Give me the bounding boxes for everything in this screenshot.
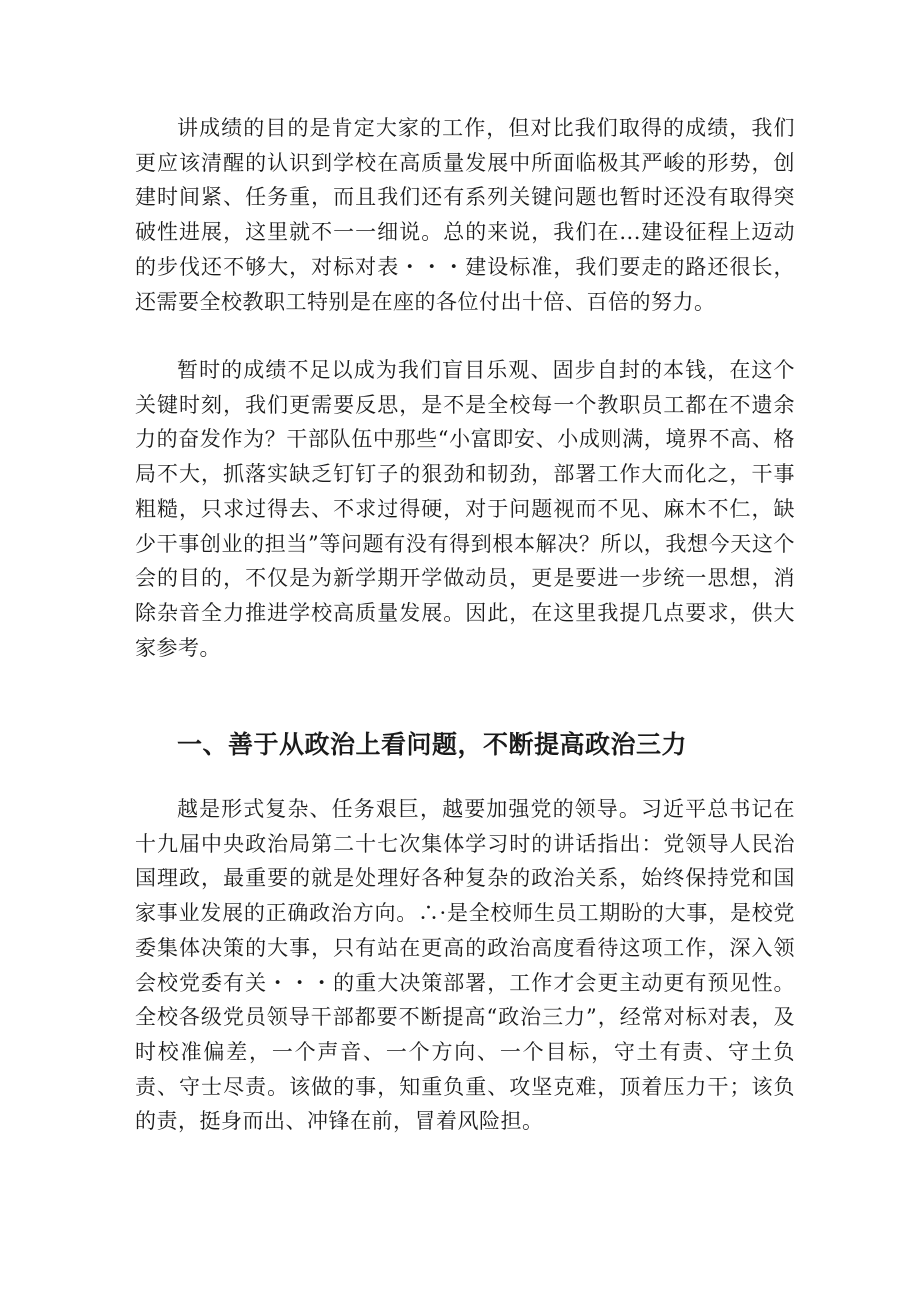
section-body-paragraph: 越是形式复杂、任务艰巨，越要加强党的领导。习近平总书记在十九届中央政治局第二十七次集体学习时的讲话指出：党领导人民治国理政，最重要的就是处理好各种复杂的政治关系，始终保持党和国家事业发展的正确政治方向。∴·是全校师生员工期盼的大事，是校党委集体决策的大事，只有站在更高的政治高度看待这项工作，深入领会校党委有关・・・的重大决策部署，工作才会更主动更有预见性。全校各级党员领导干部都要不断提高“政治三力”，经常对标对表，及时校准偏差，一个声音、一个方向、一个目标，守土有责、守土负责、守士尽责。该做的事，知重负重、攻坚克难，顶着压力干；该负的责，挺身而出、冲锋在前，冒着风险担。 <box>135 797 795 1134</box>
body-paragraph-1: 讲成绩的目的是肯定大家的工作，但对比我们取得的成绩，我们更应该清醒的认识到学校在高质量发展中所面临极其严峻的形势，创建时间紧、任务重，而且我们还有系列关键问题也暂时还没有取得突破性进展，这里就不一一细说。总的来说，我们在...建设征程上迈动的步伐还不够大，对标对表・・・建设标准，我们要走的路还很长，还需要全校教职工特别是在座的各位付出十倍、百倍的努力。 <box>135 116 795 314</box>
body-paragraph-2: 暂时的成绩不足以成为我们盲目乐观、固步自封的本钱，在这个关键时刻，我们更需要反思，是不是全校每一个教职员工都在不遗余力的奋发作为？干部队伍中那些“小富即安、小成则满，境界不高、格局不大，抓落实缺乏钉钉子的狠劲和韧劲，部署工作大而化之，干事粗糙，只求过得去、不求过得硬，对于问题视而不见、麻木不仁，缺少干事创业的担当”等问题有没有得到根本解决？所以，我想今天这个会的目的，不仅是为新学期开学做动员，更是要进一步统一思想，消除杂音全力推进学校高质量发展。因此，在这里我提几点要求，供大家参考。 <box>135 358 795 660</box>
section-heading: 一、善于从政治上看问题，不断提高政治三力 <box>177 730 688 759</box>
